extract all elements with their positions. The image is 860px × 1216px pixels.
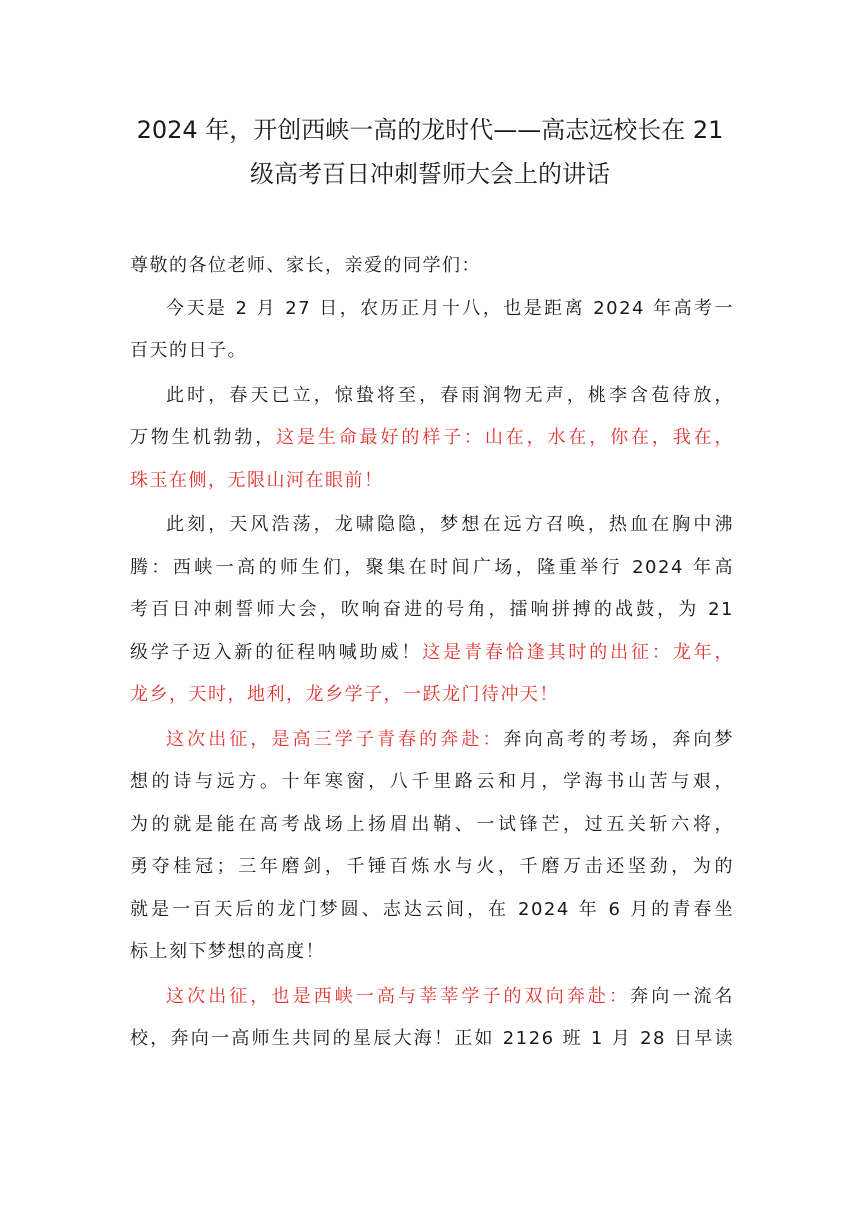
paragraph-line	[130, 976, 734, 1019]
text-run: 万物生机勃勃，	[130, 427, 277, 448]
paragraph-date	[130, 288, 734, 373]
paragraph-line: 就是一百天后的龙门梦圆、志达云间，在 2024 年 6 月的青春坐	[130, 898, 734, 920]
highlight-run: 这是青春恰逢其时的出征：龙年，	[422, 641, 734, 663]
paragraph-line: 为的就是能在高考战场上扬眉出鞘、一试锋芒，过五关斩六将，	[130, 813, 734, 835]
paragraph-line: 勇夺桂冠；三年磨剑，千锤百炼水与火，千磨万击还坚劲，为的	[130, 856, 734, 877]
greeting	[130, 245, 734, 288]
paragraph-journey	[130, 719, 734, 974]
paragraph-spring	[130, 375, 734, 503]
title-line-1: 2024 年，开创西峡一高的龙时代——高志远校长在 21	[136, 116, 724, 144]
highlight-run: 这次出征，是高三学子青春的奔赴：	[166, 728, 504, 750]
paragraph-line: 今天是 2 月 27 日，农历正月十八，也是距离 2024 年高考一	[166, 297, 734, 319]
greeting-text: 尊敬的各位老师、家长，亲爱的同学们：	[130, 255, 481, 276]
paragraph-line	[130, 632, 734, 675]
paragraph-assembly	[130, 504, 734, 717]
paragraph-line	[130, 719, 734, 762]
paragraph-line: 校，奔向一高师生共同的星辰大海！正如 2126 班 1 月 28 日早读	[130, 1028, 734, 1049]
speech-body	[130, 245, 734, 1061]
title-line-2: 级高考百日冲刺誓师大会上的讲话	[250, 160, 610, 188]
paragraph-line	[130, 417, 734, 460]
text-run: 级学子迈入新的征程呐喊助威！	[130, 641, 423, 663]
highlight-line: 龙乡，天时，地利，龙乡学子，一跃龙门待冲天！	[130, 684, 559, 705]
paragraph-line: 想的诗与远方。十年寒窗，八千里路云和月，学海书山苦与艰，	[130, 771, 734, 792]
highlight-line: 珠玉在侧，无限山河在眼前！	[130, 469, 384, 491]
text-run: 奔向一流名	[630, 985, 735, 1007]
paragraph-school	[130, 976, 734, 1061]
paragraph-line: 标上刻下梦想的高度！	[130, 941, 325, 962]
paragraph-line: 此刻，天风浩荡，龙啸隐隐，梦想在远方召唤，热血在胸中沸	[166, 514, 734, 535]
highlight-run: 这是生命最好的样子：山在，水在，你在，我在，	[276, 427, 734, 448]
paragraph-line: 腾：西峡一高的师生们，聚集在时间广场，隆重举行 2024 年高	[130, 556, 734, 578]
text-run: 奔向高考的考场，奔向梦	[503, 728, 735, 750]
paragraph-line: 此时，春天已立，惊蛰将至，春雨润物无声，桃李含苞待放，	[166, 384, 734, 406]
page-title	[118, 108, 742, 196]
paragraph-line: 百天的日子。	[130, 340, 247, 361]
paragraph-line: 考百日冲刺誓师大会，吹响奋进的号角，擂响拼搏的战鼓，为 21	[130, 599, 734, 620]
highlight-run: 这次出征，也是西峡一高与莘莘学子的双向奔赴：	[166, 985, 631, 1007]
